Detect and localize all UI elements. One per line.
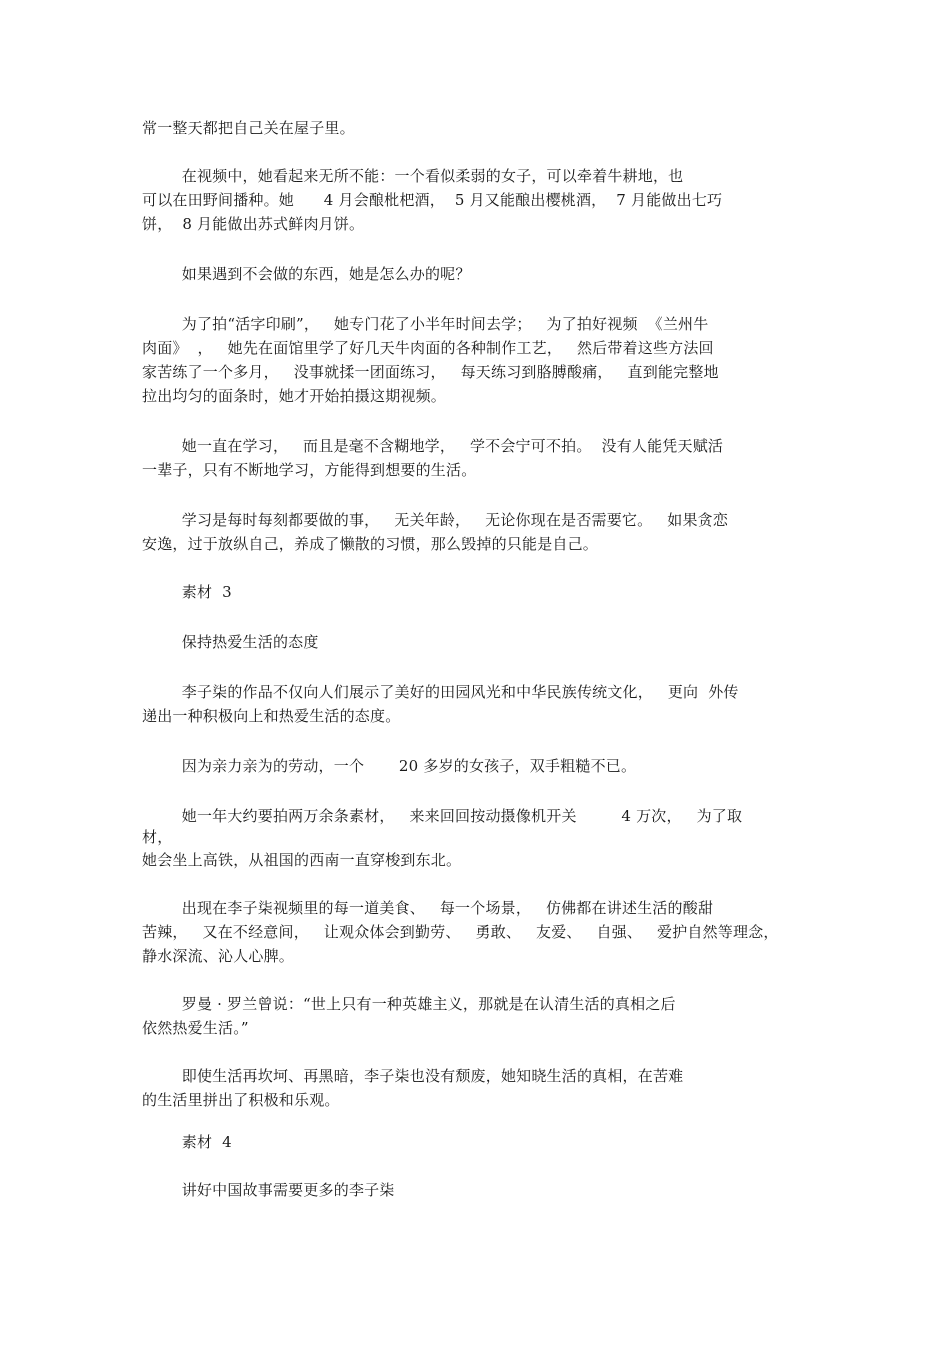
text-line: 安逸，过于放纵自己，养成了懒散的习惯，那么毁掉的只能是自己。 bbox=[142, 535, 599, 553]
text-line: 的生活里拼出了积极和乐观。 bbox=[142, 1091, 340, 1109]
text-line: 为了拍“活字印刷”， 她专门花了小半年时间去学； 为了拍好视频 《兰州牛 bbox=[142, 315, 709, 333]
text-line: 出现在李子柒视频里的每一道美食、 每一个场景， 仿佛都在讲述生活的酸甜 bbox=[142, 899, 714, 917]
text-line: 依然热爱生活。” bbox=[142, 1019, 249, 1037]
text-line: 李子柒的作品不仅向人们展示了美好的田园风光和中华民族传统文化， 更向 外传 bbox=[142, 683, 739, 701]
text-line: 她一直在学习， 而且是毫不含糊地学， 学不会宁可不拍。 没有人能凭天赋活 bbox=[142, 437, 724, 455]
text-line: 罗曼 · 罗兰曾说：“世上只有一种英雄主义，那就是在认清生活的真相之后 bbox=[142, 995, 676, 1013]
text-line: 拉出均匀的面条时，她才开始拍摄这期视频。 bbox=[142, 387, 447, 405]
section-subtitle: 保持热爱生活的态度 bbox=[142, 633, 319, 651]
text-line: 因为亲力亲为的劳动，一个 20 多岁的女孩子，双手粗糙不已。 bbox=[142, 757, 637, 775]
section-subtitle: 讲好中国故事需要更多的李子柒 bbox=[142, 1181, 395, 1199]
text-line: 静水深流、沁人心脾。 bbox=[142, 947, 295, 965]
text-line: 肉面》 ， 她先在面馆里学了好几天牛肉面的各种制作工艺， 然后带着这些方法回 bbox=[142, 339, 714, 357]
section-heading: 素材 4 bbox=[142, 1133, 232, 1151]
text-line: 饼， 8 月能做出苏式鲜肉月饼。 bbox=[142, 215, 365, 233]
section-heading: 素材 3 bbox=[142, 583, 232, 601]
text-line: 一辈子，只有不断地学习，方能得到想要的生活。 bbox=[142, 461, 477, 479]
text-line: 递出一种积极向上和热爱生活的态度。 bbox=[142, 707, 401, 725]
text-line: 常一整天都把自己关在屋子里。 bbox=[142, 119, 355, 137]
text-line: 即使生活再坎坷、再黑暗，李子柒也没有颓废，她知晓生活的真相，在苦难 bbox=[142, 1067, 684, 1085]
text-line: 家苦练了一个多月， 没事就揉一团面练习， 每天练习到胳膊酸痛， 直到能完整地 bbox=[142, 363, 719, 381]
text-line: 苦辣， 又在不经意间， 让观众体会到勤劳、 勇敢、 友爱、 自强、 爱护自然等理念， bbox=[142, 923, 779, 941]
text-line: 她会坐上高铁，从祖国的西南一直穿梭到东北。 bbox=[142, 851, 462, 869]
text-line: 材， bbox=[142, 828, 173, 846]
text-line: 在视频中，她看起来无所不能：一个看似柔弱的女子，可以牵着牛耕地，也 bbox=[142, 167, 684, 185]
text-line: 如果遇到不会做的东西，她是怎么办的呢？ bbox=[142, 265, 471, 283]
text-line: 她一年大约要拍两万余条素材， 来来回回按动摄像机开关 4 万次， 为了取 bbox=[142, 807, 743, 825]
text-line: 学习是每时每刻都要做的事， 无关年龄， 无论你现在是否需要它。 如果贪恋 bbox=[142, 511, 729, 529]
text-line: 可以在田野间播种。她 4 月会酿枇杷酒， 5 月又能酿出樱桃酒， 7 月能做出七巧 bbox=[142, 191, 723, 209]
